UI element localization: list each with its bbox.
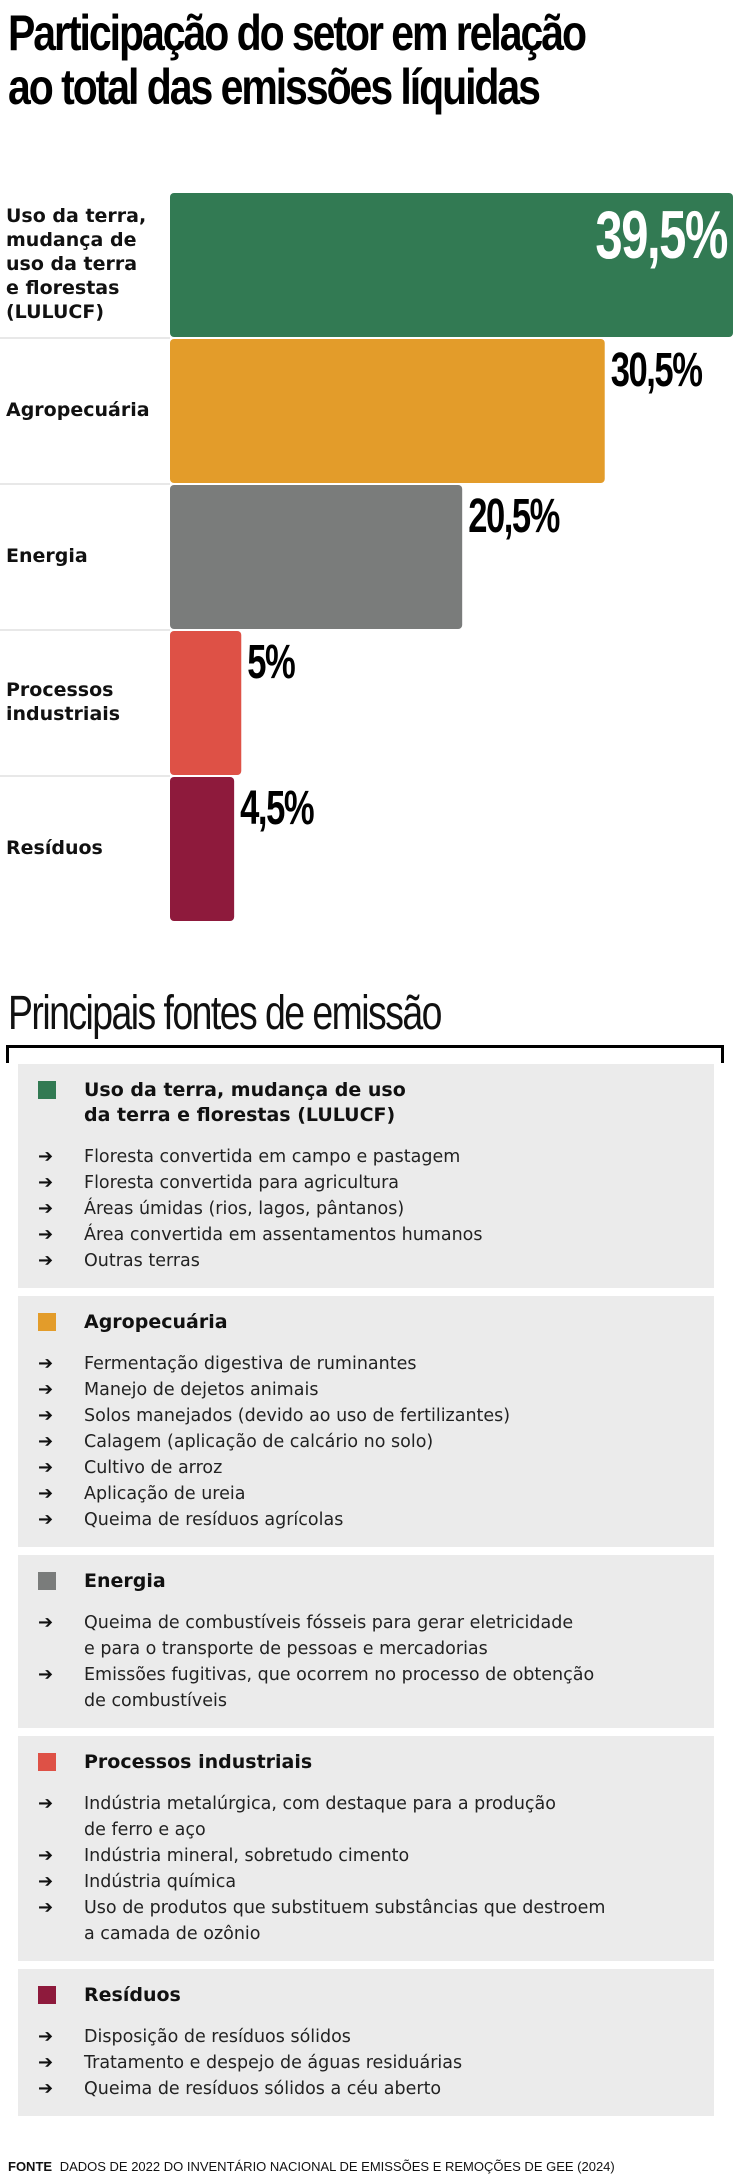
list-item — [38, 1843, 694, 1869]
color-swatch-icon — [38, 1986, 56, 2004]
list-item-text: Queima de resíduos sólidos a céu aberto — [84, 2079, 442, 2099]
source-card — [18, 1969, 714, 2116]
list-item — [38, 1196, 694, 1222]
bar-chart — [0, 190, 736, 930]
value-label: 30,5% — [610, 342, 702, 397]
list-item-text: Áreas úmidas (rios, lagos, pântanos) — [84, 1199, 405, 1219]
color-swatch-icon — [38, 1753, 56, 1771]
color-swatch-icon — [38, 1313, 56, 1331]
list-item-text: Queima de combustíveis fósseis para gerar eletricidade e para o transporte de pessoas e mercadorias — [84, 1613, 574, 1659]
list-item — [38, 1377, 694, 1403]
category-label: Resíduos — [6, 837, 103, 859]
category-label: Uso da terra, mudança de uso da terra e florestas (LULUCF) — [6, 205, 147, 323]
list-item-text: Área convertida em assentamentos humanos — [84, 1225, 483, 1245]
list-item — [38, 2024, 694, 2050]
arrow-right-icon: ➔ — [38, 1198, 54, 1219]
card-header — [38, 1983, 694, 2008]
list-item — [38, 1791, 694, 1843]
category-label: Agropecuária — [6, 399, 150, 421]
list-item — [38, 1351, 694, 1377]
arrow-right-icon: ➔ — [38, 1224, 54, 1245]
arrow-right-icon: ➔ — [38, 1379, 54, 1400]
list-item-text: Floresta convertida para agricultura — [84, 1173, 399, 1193]
list-item-text: Tratamento e despejo de águas residuárias — [84, 2053, 463, 2073]
list-item — [38, 1869, 694, 1895]
arrow-right-icon: ➔ — [38, 2052, 54, 2073]
arrow-right-icon: ➔ — [38, 1897, 54, 1918]
source-card — [18, 1555, 714, 1728]
card-title: Energia — [84, 1570, 166, 1592]
arrow-right-icon: ➔ — [38, 1612, 54, 1633]
arrow-right-icon: ➔ — [38, 2026, 54, 2047]
source-card — [18, 1296, 714, 1547]
value-label: 39,5% — [595, 196, 727, 273]
list-item-text: Queima de resíduos agrícolas — [84, 1510, 344, 1530]
bar-5 — [170, 777, 234, 921]
list-item — [38, 1662, 694, 1714]
list-item-text: Uso de produtos que substituem substâncias que destroem a camada de ozônio — [84, 1898, 606, 1944]
bar-4 — [170, 631, 241, 775]
source-text: DADOS DE 2022 DO INVENTÁRIO NACIONAL DE EMISSÕES E REMOÇÕES DE GEE (2024) — [59, 2159, 615, 2174]
arrow-right-icon: ➔ — [38, 2078, 54, 2099]
category-label: Energia — [6, 545, 88, 567]
value-label: 20,5% — [468, 488, 559, 543]
arrow-right-icon: ➔ — [38, 1845, 54, 1866]
chart-title: Participação do setor em relação ao total das emissões líquidas — [8, 5, 586, 115]
source-card — [18, 1064, 714, 1288]
list-item — [38, 1895, 694, 1947]
list-item — [38, 1507, 694, 1533]
arrow-right-icon: ➔ — [38, 1431, 54, 1452]
list-item-text: Indústria química — [84, 1872, 237, 1892]
list-item-text: Aplicação de ureia — [84, 1484, 246, 1504]
list-item — [38, 1610, 694, 1662]
arrow-right-icon: ➔ — [38, 1509, 54, 1530]
arrow-right-icon: ➔ — [38, 1353, 54, 1374]
bar-3 — [170, 485, 462, 629]
source-note — [8, 2159, 615, 2174]
list-item — [38, 1481, 694, 1507]
list-item-text: Outras terras — [84, 1251, 200, 1271]
list-item — [38, 1248, 694, 1274]
list-item-text: Manejo de dejetos animais — [84, 1380, 319, 1400]
list-item-text: Floresta convertida em campo e pastagem — [84, 1147, 461, 1167]
list-item — [38, 1144, 694, 1170]
arrow-right-icon: ➔ — [38, 1405, 54, 1426]
list-item-text: Solos manejados (devido ao uso de fertilizantes) — [84, 1406, 511, 1426]
color-swatch-icon — [38, 1572, 56, 1590]
arrow-right-icon: ➔ — [38, 1483, 54, 1504]
card-header — [38, 1078, 694, 1128]
arrow-right-icon: ➔ — [38, 1250, 54, 1271]
section-bracket — [6, 1045, 724, 1063]
source-label: FONTE — [8, 2159, 53, 2174]
arrow-right-icon: ➔ — [38, 1871, 54, 1892]
list-item — [38, 2076, 694, 2102]
list-item — [38, 1403, 694, 1429]
list-item-text: Indústria mineral, sobretudo cimento — [84, 1846, 410, 1866]
arrow-right-icon: ➔ — [38, 1146, 54, 1167]
card-header — [38, 1310, 694, 1335]
category-label: Processos industriais — [6, 679, 121, 725]
value-label: 5% — [247, 634, 295, 689]
list-item-text: Indústria metalúrgica, com destaque para a produção de ferro e aço — [84, 1794, 556, 1840]
sources-list — [18, 1064, 714, 2124]
list-item-text: Cultivo de arroz — [84, 1458, 223, 1478]
value-label: 4,5% — [240, 780, 314, 835]
arrow-right-icon: ➔ — [38, 1664, 54, 1685]
card-title: Processos industriais — [84, 1751, 313, 1773]
source-card — [18, 1736, 714, 1961]
list-item-text: Calagem (aplicação de calcário no solo) — [84, 1432, 434, 1452]
arrow-right-icon: ➔ — [38, 1457, 54, 1478]
list-item — [38, 1429, 694, 1455]
card-header — [38, 1569, 694, 1594]
list-item — [38, 1455, 694, 1481]
list-item — [38, 2050, 694, 2076]
list-item-text: Disposição de resíduos sólidos — [84, 2027, 351, 2047]
color-swatch-icon — [38, 1081, 56, 1099]
list-item-text: Fermentação digestiva de ruminantes — [84, 1354, 417, 1374]
list-item-text: Emissões fugitivas, que ocorrem no processo de obtenção de combustíveis — [84, 1665, 595, 1711]
sources-subtitle: Principais fontes de emissão — [8, 987, 441, 1040]
card-title: Agropecuária — [84, 1311, 228, 1333]
arrow-right-icon: ➔ — [38, 1172, 54, 1193]
arrow-right-icon: ➔ — [38, 1793, 54, 1814]
list-item — [38, 1170, 694, 1196]
card-title: Uso da terra, mudança de uso da terra e florestas (LULUCF) — [84, 1079, 406, 1126]
card-header — [38, 1750, 694, 1775]
card-title: Resíduos — [84, 1984, 181, 2006]
bar-2 — [170, 339, 605, 483]
list-item — [38, 1222, 694, 1248]
